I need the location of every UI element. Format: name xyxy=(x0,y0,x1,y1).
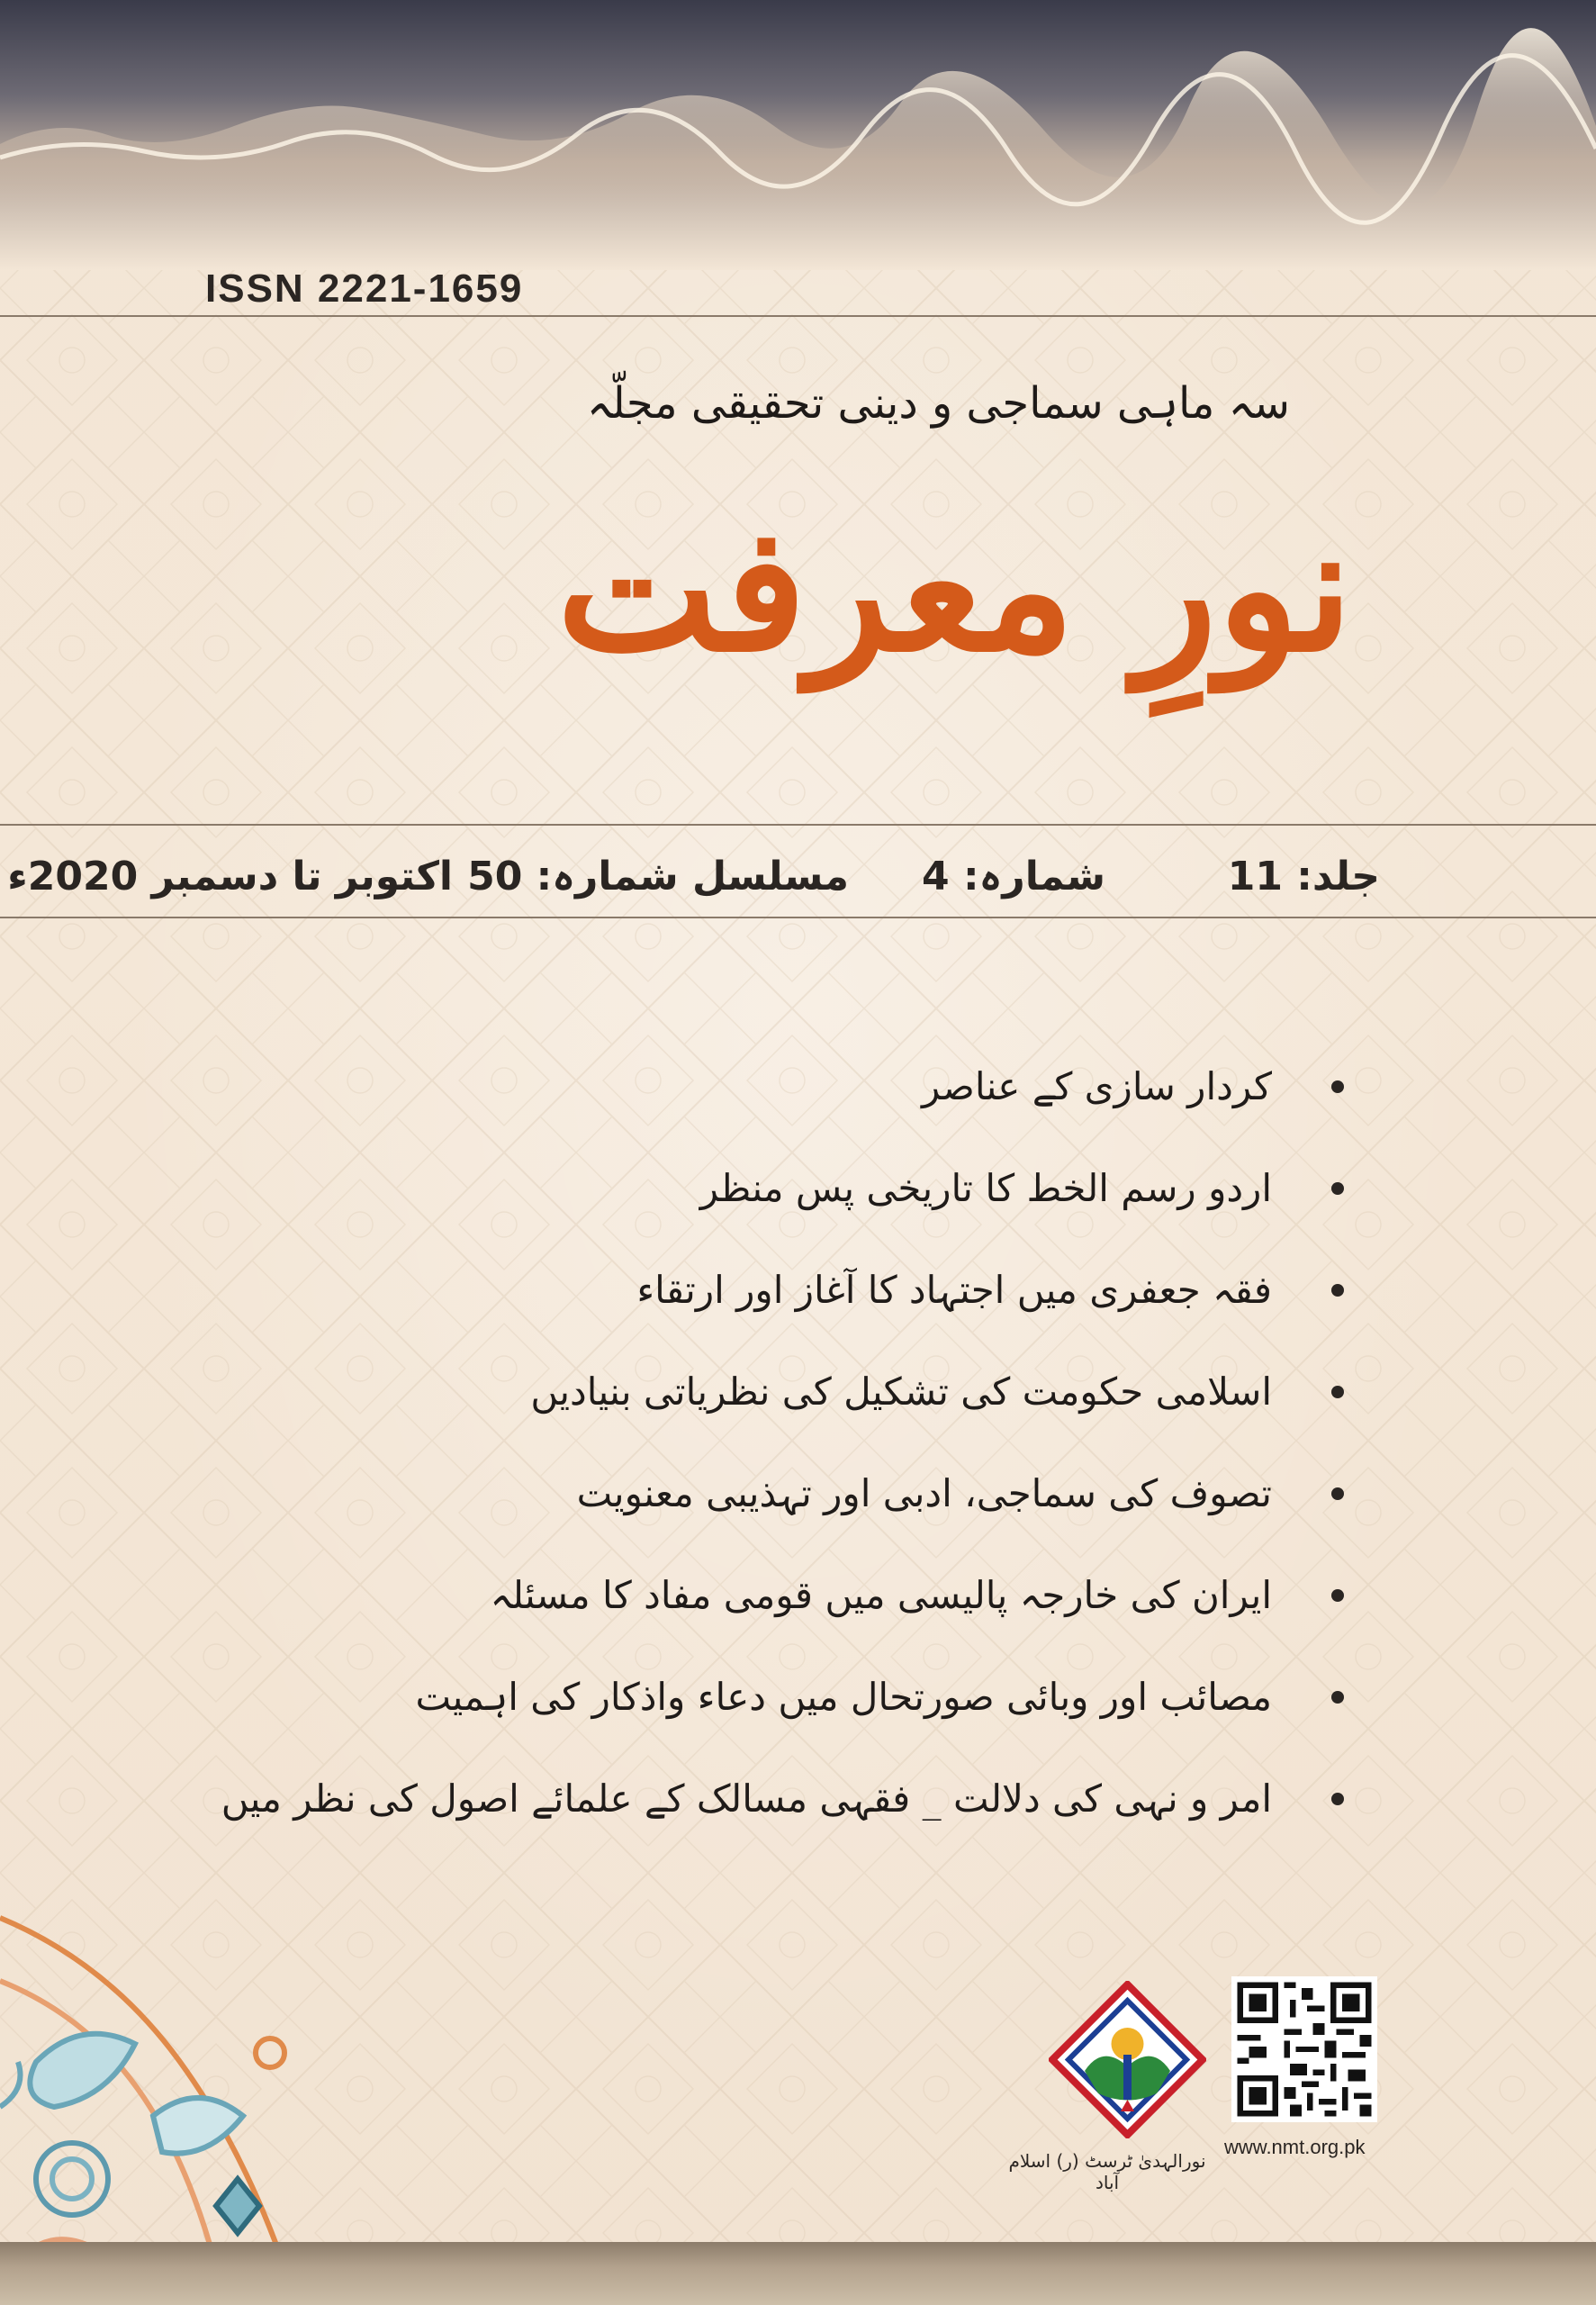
bullet-icon xyxy=(1331,1589,1344,1602)
bullet-icon xyxy=(1331,1793,1344,1805)
issue-period: اکتوبر تا دسمبر 2020ء xyxy=(7,854,453,899)
bullet-icon xyxy=(1331,1386,1344,1398)
toc-item: کردار سازی کے عناصر xyxy=(221,1035,1272,1137)
toc-item: فقہ جعفری میں اجتہاد کا آغاز اور ارتقاء xyxy=(221,1239,1272,1341)
toc-item: ایران کی خارجہ پالیسی میں قومی مفاد کا مسئلہ xyxy=(221,1544,1272,1646)
journal-title: نورِ معرفت xyxy=(556,489,1353,690)
divider-top xyxy=(0,315,1596,317)
qr-code-icon[interactable] xyxy=(1231,1976,1377,2122)
bullet-icon xyxy=(1331,1487,1344,1500)
issn-number: ISSN 2221-1659 xyxy=(205,267,524,311)
website-link[interactable]: www.nmt.org.pk xyxy=(1224,2136,1366,2158)
bullet-icon xyxy=(1331,1080,1344,1093)
serial-number: مسلسل شمارہ: 50 xyxy=(467,854,849,899)
toc-item: امر و نہی کی دلالت _ فقہی مسالک کے علمائے اصول کی نظر میں xyxy=(221,1748,1272,1849)
bottom-band xyxy=(0,2242,1596,2305)
issue-number: شمارہ: 4 xyxy=(922,854,1105,899)
sky-cloud-banner xyxy=(0,0,1596,270)
bullet-icon xyxy=(1331,1691,1344,1704)
table-of-contents xyxy=(221,1035,1272,1849)
publisher-logo-icon xyxy=(1049,1981,1206,2138)
bullet-icon xyxy=(1331,1284,1344,1297)
toc-item: اردو رسم الخط کا تاریخی پس منظر xyxy=(221,1137,1272,1239)
bullet-icon xyxy=(1331,1182,1344,1195)
publisher-name: نورالہدیٰ ٹرسٹ (ر) اسلام آباد xyxy=(1008,2150,1206,2193)
toc-item: تصوف کی سماجی، ادبی اور تہذیبی معنویت xyxy=(221,1442,1272,1544)
toc-item: اسلامی حکومت کی تشکیل کی نظریاتی بنیادیں xyxy=(221,1341,1272,1442)
divider-meta-bottom xyxy=(0,917,1596,918)
volume-number: جلد: 11 xyxy=(1227,854,1380,899)
toc-item: مصائب اور وبائی صورتحال میں دعاء واذکار کی اہمیت xyxy=(221,1646,1272,1748)
journal-subtitle: سہ ماہی سماجی و دینی تحقیقی مجلّہ xyxy=(586,378,1290,429)
divider-meta-top xyxy=(0,824,1596,826)
